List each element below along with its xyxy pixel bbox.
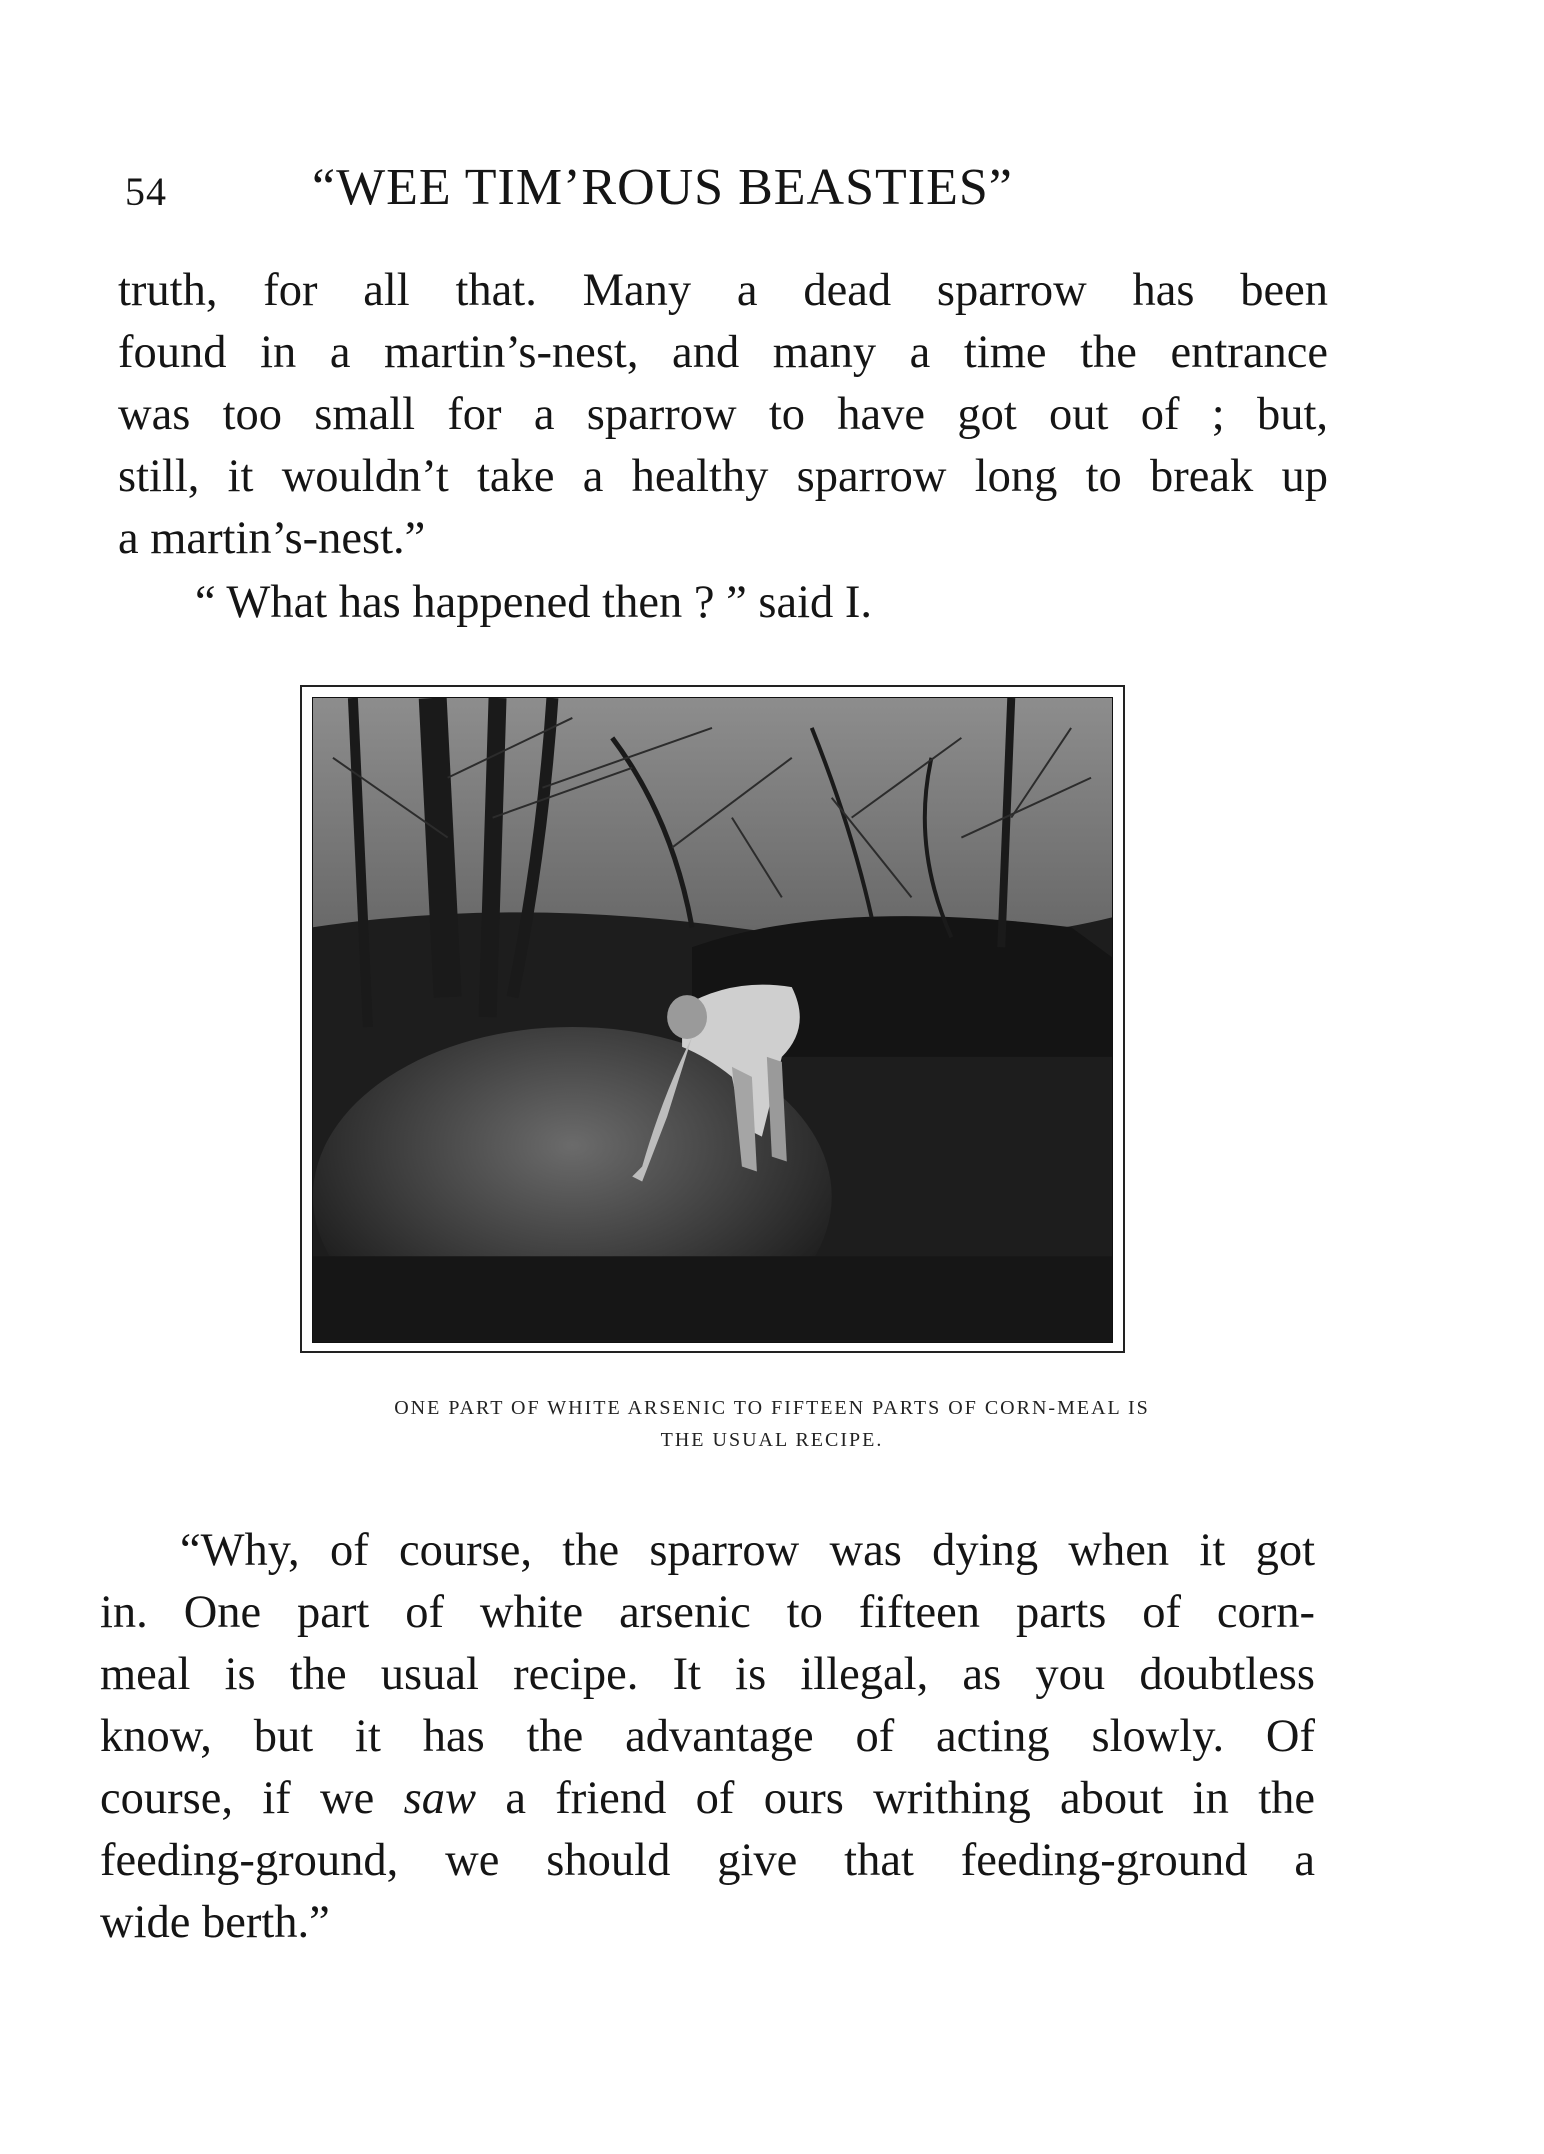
paragraph-line: know, but it has the advantage of acting slowly. Of — [100, 1711, 1315, 1762]
paragraph-line: found in a martin’s-nest, and many a time the entrance — [118, 327, 1328, 378]
paragraph-line: meal is the usual recipe. It is illegal, as you doubtless — [100, 1649, 1315, 1700]
paragraph-line: “ What has happened then ? ” said I. — [195, 577, 872, 628]
page-header — [0, 158, 1544, 218]
foreground — [313, 1256, 1112, 1342]
running-title: “WEE TIM’ROUS BEASTIES” — [312, 159, 1013, 216]
paragraph-2 — [195, 572, 1195, 634]
paragraph-line: wide berth.” — [100, 1897, 330, 1948]
photo-figure — [300, 685, 1125, 1353]
paragraph-line: was too small for a sparrow to have got out of ; but, — [118, 389, 1328, 440]
paragraph-line — [100, 1768, 1315, 1830]
photograph — [312, 697, 1113, 1343]
paragraph-line-segment: course, if we — [100, 1773, 404, 1824]
paragraph-line: feeding-ground, we should give that feeding-ground a — [100, 1835, 1315, 1886]
page-number: 54 — [125, 169, 167, 214]
paragraph-line: “Why, of course, the sparrow was dying when it got — [180, 1525, 1315, 1576]
emphasis-saw: saw — [403, 1773, 476, 1824]
paragraph-line: truth, for all that. Many a dead sparrow has been — [118, 265, 1328, 316]
figure-caption — [140, 1392, 1404, 1456]
paragraph-line: in. One part of white arsenic to fifteen parts of corn- — [100, 1587, 1315, 1638]
paragraph-3 — [100, 1520, 1315, 1954]
caption-line: THE USUAL RECIPE. — [660, 1429, 884, 1451]
caption-line: ONE PART OF WHITE ARSENIC TO FIFTEEN PARTS OF CORN-MEAL IS — [394, 1397, 1150, 1419]
paragraph-line-segment: a friend of ours writhing about in the — [475, 1773, 1315, 1824]
paragraph-line: still, it wouldn’t take a healthy sparrow long to break up — [118, 451, 1328, 502]
paragraph-1 — [118, 260, 1328, 570]
photograph-image — [313, 698, 1112, 1342]
paragraph-line: a martin’s-nest.” — [118, 513, 426, 564]
